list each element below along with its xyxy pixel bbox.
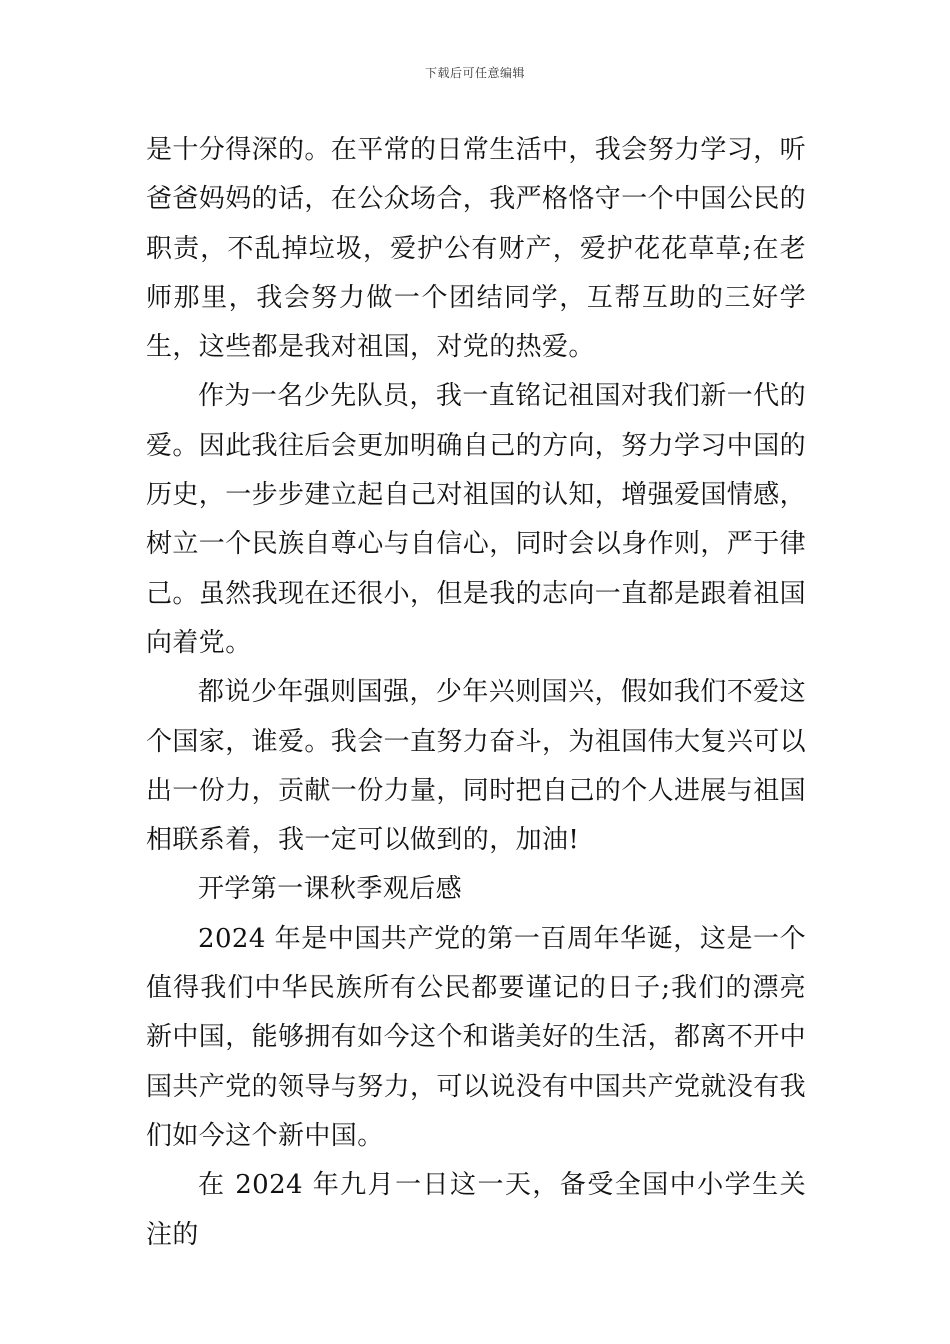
paragraph: 2024 年是中国共产党的第一百周年华诞，这是一个值得我们中华民族所有公民都要谨记的日子;我们的漂亮新中国，能够拥有如今这个和谐美好的生活，都离不开中国共产党的领导与努力，可以说没有中国共产党就没有我们如今这个新中国。 (146, 923, 807, 1151)
page-header: 下载后可任意编辑 (424, 66, 525, 80)
paragraph: 作为一名少先队员，我一直铭记祖国对我们新一代的爱。因此我往后会更加明确自己的方向，努力学习中国的历史，一步步建立起自己对祖国的认知，增强爱国情感，树立一个民族自尊心与自信心，同时会以身作则，严于律己。虽然我现在还很小，但是我的志向一直都是跟着祖国向着党。 (146, 381, 807, 658)
document-body (146, 126, 806, 1260)
paragraph: 在 2024 年九月一日这一天，备受全国中小学生关注的 (146, 1170, 806, 1250)
section-title: 开学第一课秋季观后感 (198, 874, 463, 905)
paragraph: 都说少年强则国强，少年兴则国兴，假如我们不爱这个国家，谁爱。我会一直努力奋斗，为祖国伟大复兴可以出一份力，贡献一份力量，同时把自己的个人进展与祖国相联系着，我一定可以做到的，加油! (146, 677, 807, 856)
paragraph: 是十分得深的。在平常的日常生活中，我会努力学习，听爸爸妈妈的话，在公众场合，我严格恪守一个中国公民的职责，不乱掉垃圾，爱护公有财产，爱护花花草草;在老师那里，我会努力做一个团结同学，互帮互助的三好学生，这些都是我对祖国，对党的热爱。 (146, 135, 807, 363)
